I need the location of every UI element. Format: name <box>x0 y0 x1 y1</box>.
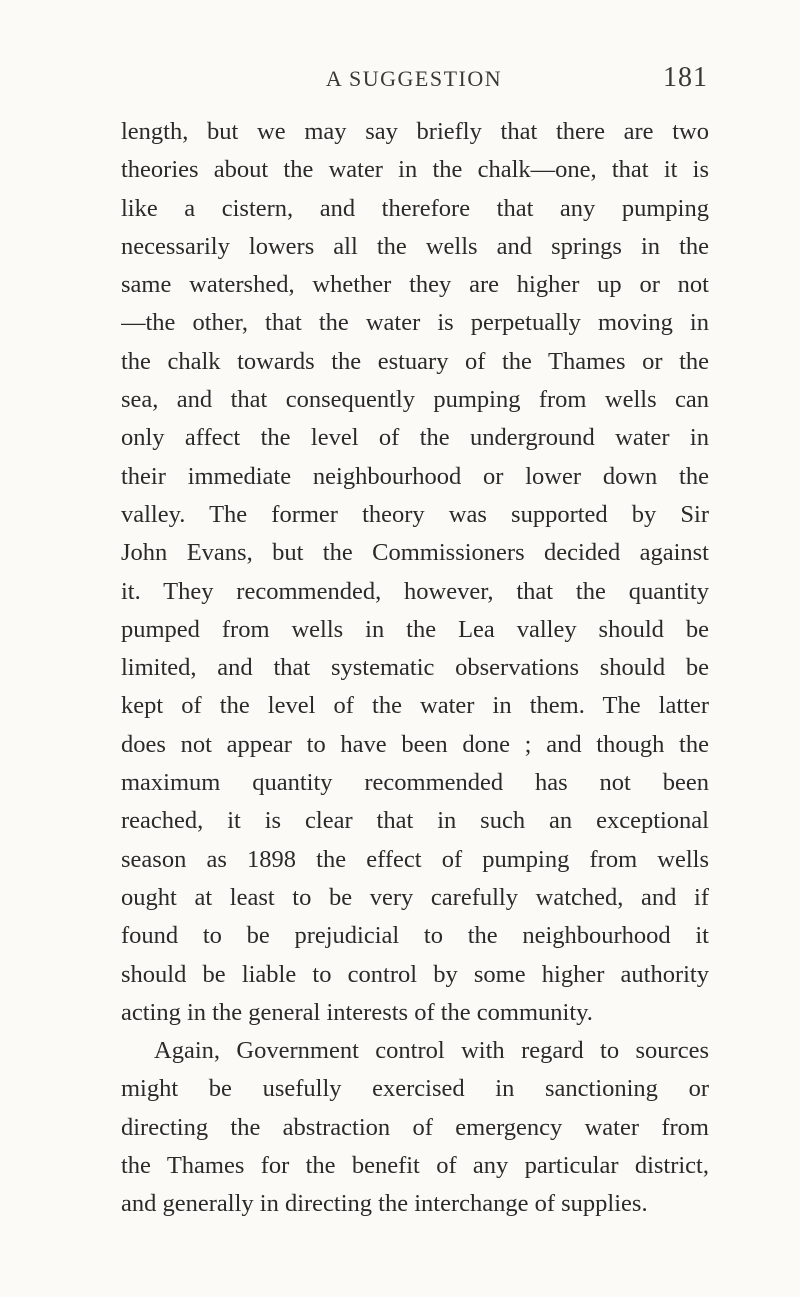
text-line: should be liable to control by some higher authority <box>121 960 709 988</box>
text-line: necessarily lowers all the wells and springs in the <box>121 232 709 260</box>
text-line: acting in the general interests of the community. <box>121 998 593 1026</box>
text-line: John Evans, but the Commissioners decided against <box>121 539 709 567</box>
text-line: does not appear to have been done ; and though the <box>121 730 709 758</box>
running-head <box>120 62 708 102</box>
text-line: their immediate neighbourhood or lower down the <box>121 462 709 490</box>
text-line: —the other, that the water is perpetually moving in <box>121 309 709 337</box>
text-line: valley. The former theory was supported by Sir <box>121 500 709 528</box>
text-line: like a cistern, and therefore that any pumping <box>121 194 709 222</box>
text-line: theories about the water in the chalk—one, that it is <box>121 156 709 184</box>
text-line: limited, and that systematic observations should be <box>121 654 709 682</box>
text-line: might be usefully exercised in sanctioning or <box>121 1075 709 1103</box>
text-line: pumped from wells in the Lea valley should be <box>121 615 709 643</box>
body-text <box>121 113 709 1224</box>
text-line: it. They recommended, however, that the quantity <box>121 577 709 605</box>
running-title: A SUGGESTION <box>325 66 503 91</box>
text-line: reached, it is clear that in such an exceptional <box>121 807 709 835</box>
text-line: the chalk towards the estuary of the Thames or the <box>121 347 709 375</box>
text-line: the Thames for the benefit of any particular district, <box>121 1152 709 1180</box>
text-line: directing the abstraction of emergency water from <box>121 1113 709 1141</box>
text-line: and generally in directing the interchange of supplies. <box>121 1190 648 1218</box>
page-number: 181 <box>663 62 708 93</box>
text-line: length, but we may say briefly that there are two <box>121 118 709 145</box>
text-line: season as 1898 the effect of pumping from wells <box>121 845 709 873</box>
text-line: only affect the level of the underground water in <box>121 424 709 452</box>
text-line: Again, Government control with regard to sources <box>154 1037 709 1065</box>
text-line: ought at least to be very carefully watched, and if <box>121 883 709 911</box>
text-line: maximum quantity recommended has not been <box>121 769 709 797</box>
text-line: found to be prejudicial to the neighbourhood it <box>121 922 709 950</box>
text-line: same watershed, whether they are higher up or not <box>121 271 709 299</box>
text-line: kept of the level of the water in them. The latter <box>121 692 709 720</box>
text-line: sea, and that consequently pumping from wells can <box>121 386 709 414</box>
